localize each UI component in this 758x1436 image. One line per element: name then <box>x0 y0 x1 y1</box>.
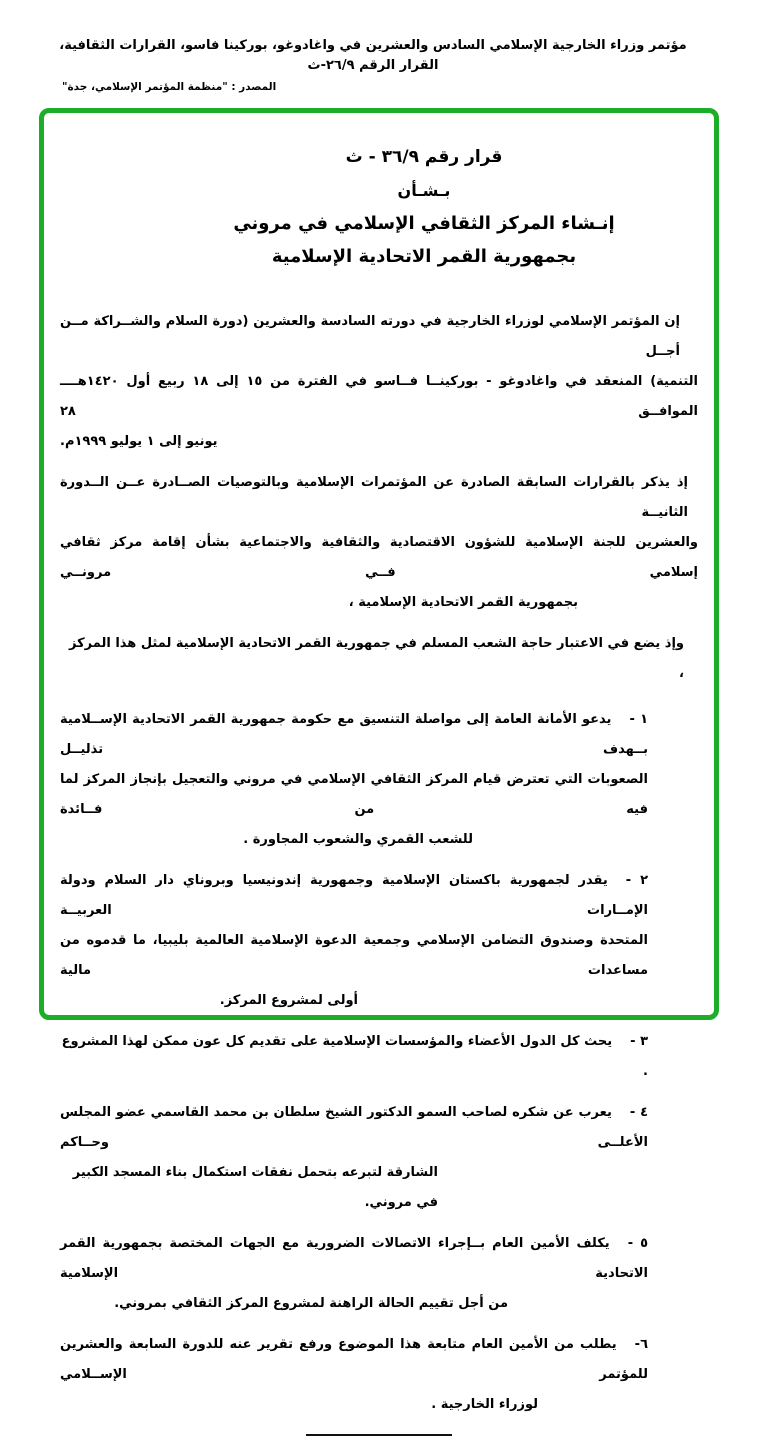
text-line: يونيو إلى ١ يوليو ١٩٩٩م. <box>60 434 218 449</box>
numbered-item <box>60 1098 648 1218</box>
text-line: إن المؤتمر الإسلامي لوزراء الخارجية في دورته السادسة والعشرين (دورة السلام والشــراكة مــن أجــل <box>60 314 680 359</box>
text-line: لوزراء الخارجية . <box>431 1397 538 1412</box>
text-line <box>60 866 648 926</box>
numbered-item <box>60 1229 648 1319</box>
text-line <box>60 1098 648 1158</box>
item-first-line-text: يكلف الأمين العام بــإجراء الاتصالات الضرورية مع الجهات المختصة بجمهورية القمر الاتحادية الإسلامية <box>60 1236 648 1281</box>
text-line: للشعب القمري والشعوب المجاورة . <box>243 832 473 847</box>
header-source-line: مؤتمر وزراء الخارجية الإسلامي السادس والعشرين في واغادوغو، بوركينا فاسو، القرارات الثقافية، القرار الرقم ٢٦/٩-ث <box>59 38 687 73</box>
item-number-marker: ١ - <box>629 712 648 727</box>
header-publisher-line: المصدر : "منظمة المؤتمر الإسلامي، جدة" <box>62 81 277 93</box>
text-line <box>60 1330 648 1390</box>
item-number-marker: ٣ - <box>630 1034 648 1049</box>
paragraph <box>60 307 698 457</box>
numbered-item <box>60 866 648 1016</box>
resolution-body <box>60 307 698 1436</box>
text-line: أولى لمشروع المركز. <box>219 993 358 1008</box>
numbered-item <box>60 705 648 855</box>
text-line: وإذ يضع في الاعتبار حاجة الشعب المسلم في جمهورية القمر الاتحادية الإسلامية لمثل هذا المركز ، <box>69 636 684 681</box>
item-number-marker: ٤ - <box>629 1105 649 1120</box>
paragraph <box>60 629 698 689</box>
green-border-frame <box>39 108 719 1412</box>
text-line: المتحدة وصندوق التضامن الإسلامي وجمعية الدعوة الإسلامية العالمية بليبيا، ما قدموه من مساعدات مالية <box>60 933 648 978</box>
text-line: والعشرين للجنة الإسلامية للشؤون الاقتصادية والثقافية والاجتماعية بشأن إقامة مركز ثقافي إسلامي فــي مرونــي <box>60 535 698 580</box>
item-number-marker: ٥ - <box>627 1236 649 1251</box>
item-number-marker: ٢ - <box>625 873 649 888</box>
resolution-number-line: قرار رقم ٣٦/٩ - ث <box>345 147 503 167</box>
text-line <box>60 705 648 765</box>
item-first-line-text: يعرب عن شكره لصاحب السمو الدكتور الشيخ سلطان بن محمد القاسمي عضو المجلس الأعلــى وحــاكم <box>60 1105 648 1150</box>
text-line: إذ يذكر بالقرارات السابقة الصادرة عن المؤتمرات الإسلامية وبالتوصيات الصــادرة عــن الــدورة الثانيــة <box>60 475 688 520</box>
text-line: بجمهورية القمر الاتحادية الإسلامية ، <box>348 595 578 610</box>
document-header <box>0 0 758 93</box>
paragraph <box>60 468 698 618</box>
numbered-items <box>60 705 698 1420</box>
text-line: من أجل تقييم الحالة الراهنة لمشروع المركز الثقافي بمروني. <box>114 1296 508 1311</box>
item-first-line-text: يحث كل الدول الأعضاء والمؤسسات الإسلامية على تقديم كل عون ممكن لهذا المشروع . <box>61 1034 648 1079</box>
item-first-line-text: يطلب من الأمين العام متابعة هذا الموضوع ورفع تقرير عنه للدورة السابعة والعشرين للمؤتمر الإســلامي <box>60 1337 648 1382</box>
numbered-item <box>60 1027 648 1087</box>
text-line <box>60 1229 648 1289</box>
resolution-regarding-line: بـشـأن <box>397 181 451 200</box>
item-first-line-text: يدعو الأمانة العامة إلى مواصلة التنسيق مع حكومة جمهورية القمر الاتحادية الإســلامية بــهدف تذليــل <box>60 712 648 757</box>
item-number-marker: ٦- <box>634 1337 648 1352</box>
intro-paragraphs <box>60 307 698 689</box>
resolution-title-block <box>105 141 743 273</box>
text-line <box>60 1027 648 1087</box>
text-line: الصعوبات التي تعترض قيام المركز الثقافي الإسلامي في مروني والتعجيل بإنجاز المركز لما فيه من فــائدة <box>60 772 648 817</box>
resolution-subject-line1: إنـشاء المركز الثقافي الإسلامي في مروني <box>233 213 615 234</box>
text-line: التنمية) المنعقد في واغادوغو - بوركينــا فــاسو في الفترة من ١٥ إلى ١٨ ربيع أول ١٤٢٠هــــ الموافــق ٢٨ <box>60 374 698 419</box>
numbered-item <box>60 1330 648 1420</box>
item-first-line-text: يقدر لجمهورية باكستان الإسلامية وجمهورية إندونيسيا وبروناي دار السلام ودولة الإمــارات العربيــة <box>60 873 648 918</box>
resolution-subject-line2: بجمهورية القمر الاتحادية الإسلامية <box>271 246 577 267</box>
text-line: الشارقة لتبرعه بتحمل نفقات استكمال بناء المسجد الكبير في مروني. <box>72 1165 438 1210</box>
